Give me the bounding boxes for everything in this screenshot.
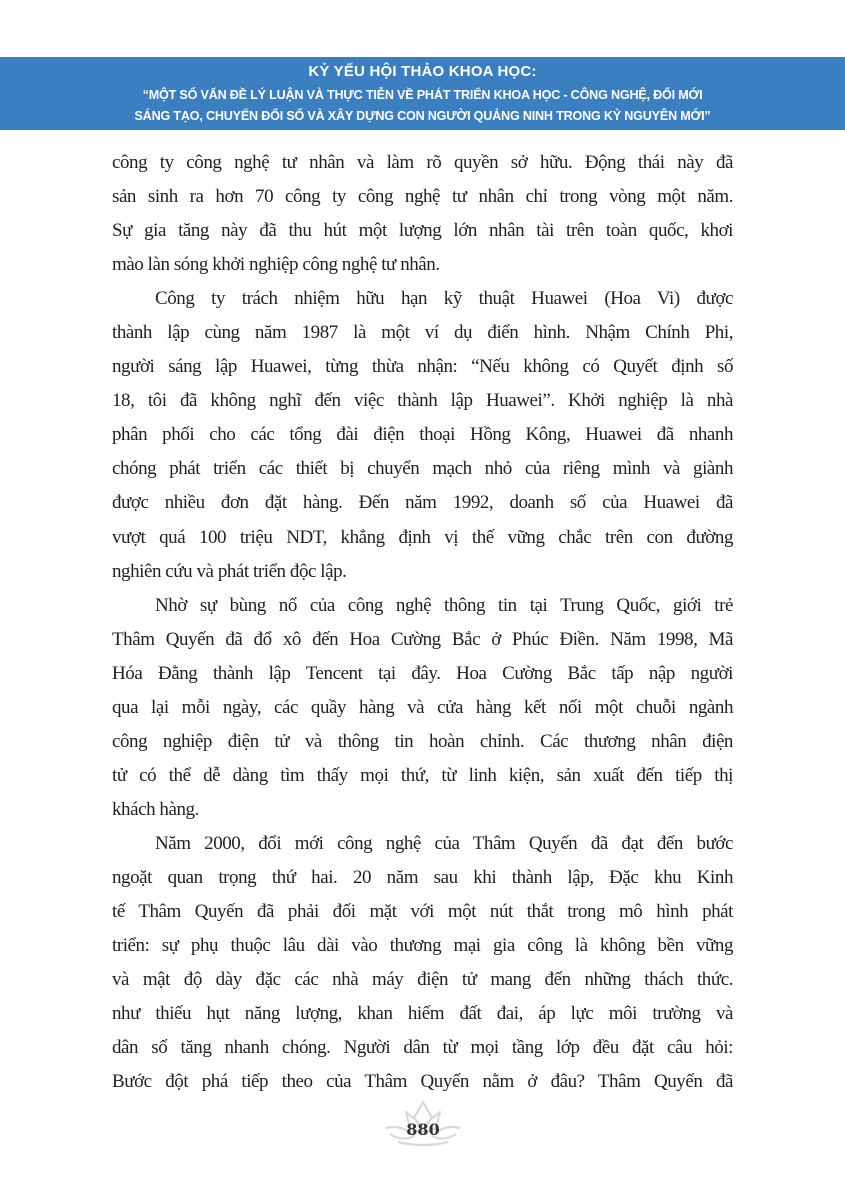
text-line: khách hàng. [112,798,199,820]
text-line: 18, tôi đã không nghĩ đến việc thành lập Huawei”. Khởi nghiệp là nhà [112,390,733,412]
text-line: Năm 2000, đổi mới công nghệ của Thâm Quyến đã đạt đến bước [155,832,733,854]
text-line: nghiên cứu và phát triển độc lập. [112,560,347,582]
text-line: như thiếu hụt năng lượng, khan hiếm đất đai, áp lực môi trường và [112,1003,733,1025]
text-line: Hóa Đằng thành lập Tencent tại đây. Hoa Cường Bắc tấp nập người [112,662,733,684]
text-line: sản sinh ra hơn 70 công ty công nghệ tư nhân chỉ trong vòng một năm. [112,186,733,208]
text-line: Công ty trách nhiệm hữu hạn kỹ thuật Huawei (Hoa Vi) được [155,288,733,310]
text-line: chóng phát triển các thiết bị chuyển mạch nhỏ của riêng mình và giành [112,458,733,480]
text-line: qua lại mỗi ngày, các quầy hàng và cửa hàng kết nối một chuỗi ngành [112,696,733,718]
text-line: Sự gia tăng này đã thu hút một lượng lớn nhân tài trên toàn quốc, khơi [112,220,733,242]
text-line: và mật độ dày đặc các nhà máy điện tử mang đến những thách thức. [112,969,733,991]
header-subtitle-line-2: SÁNG TẠO, CHUYỂN ĐỔI SỐ VÀ XÂY DỰNG CON NGƯỜI QUẢNG NINH TRONG KỶ NGUYÊN MỚI” [134,109,711,123]
text-line: phân phối cho các tổng đài điện thoại Hồng Kông, Huawei đã nhanh [112,424,733,446]
header-banner [0,57,845,130]
body-text [112,146,733,1099]
text-line: người sáng lập Huawei, từng thừa nhận: “Nếu không có Quyết định số [112,356,733,378]
header-subtitle-line-1: “MỘT SỐ VẤN ĐỀ LÝ LUẬN VÀ THỰC TIỄN VỀ PHÁT TRIỂN KHOA HỌC - CÔNG NGHỆ, ĐỔI MỚI [142,88,703,102]
page-number: 880 [406,1120,440,1139]
text-line: công ty công nghệ tư nhân và làm rõ quyền sở hữu. Động thái này đã [112,152,733,173]
text-line: tử có thể dễ dàng tìm thấy mọi thứ, từ linh kiện, sản xuất đến tiếp thị [112,764,733,786]
text-line: công nghiệp điện tử và thông tin hoàn chỉnh. Các thương nhân điện [112,730,733,752]
text-line: mào làn sóng khởi nghiệp công nghệ tư nhân. [112,254,440,276]
text-line: vượt quá 100 triệu NDT, khẳng định vị thế vững chắc trên con đường [112,526,733,548]
text-line: dân số tăng nhanh chóng. Người dân từ mọi tầng lớp đều đặt câu hỏi: [112,1037,733,1059]
text-line: ngoặt quan trọng thứ hai. 20 năm sau khi thành lập, Đặc khu Kinh [112,866,733,888]
text-line: tế Thâm Quyến đã phải đối mặt với một nút thắt trong mô hình phát [112,901,733,923]
header-title: KỶ YẾU HỘI THẢO KHOA HỌC: [308,63,537,80]
text-line: Nhờ sự bùng nổ của công nghệ thông tin tại Trung Quốc, giới trẻ [155,594,733,616]
page-footer [380,1098,466,1150]
text-line: Thâm Quyến đã đổ xô đến Hoa Cường Bắc ở Phúc Điền. Năm 1998, Mã [112,628,733,650]
text-line: được nhiều đơn đặt hàng. Đến năm 1992, doanh số của Huawei đã [112,492,733,514]
text-line: triển: sự phụ thuộc lâu dài vào thương mại gia công là không bền vững [112,935,733,957]
text-line: thành lập cùng năm 1987 là một ví dụ điển hình. Nhậm Chính Phi, [112,322,733,344]
text-line: Bước đột phá tiếp theo của Thâm Quyến nằm ở đâu? Thâm Quyến đã [112,1071,733,1093]
